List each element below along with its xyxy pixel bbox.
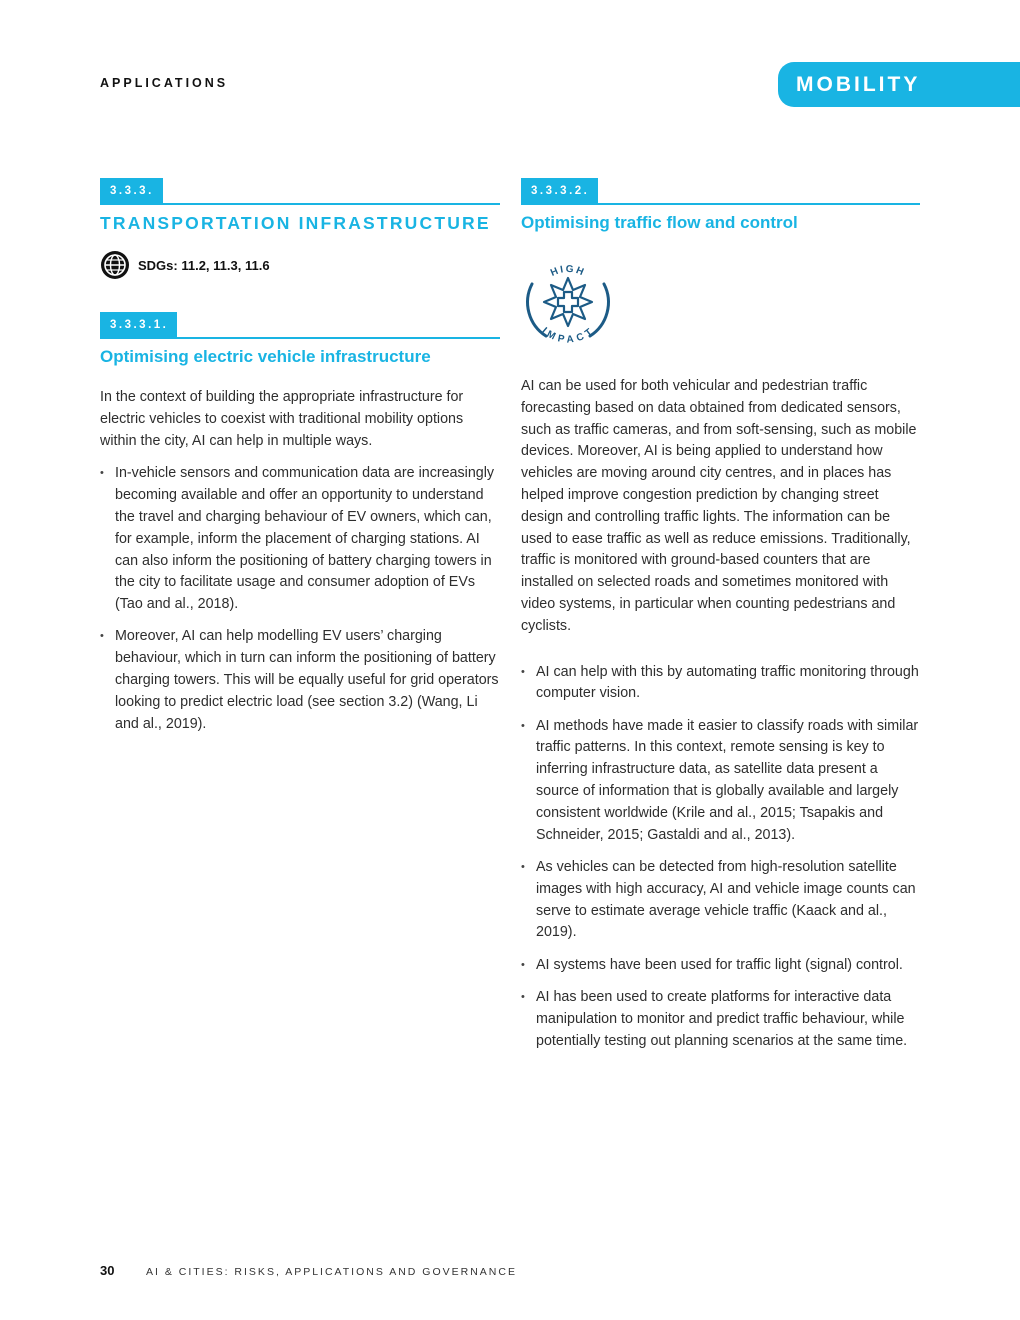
subsection-rule bbox=[100, 337, 500, 339]
section-rule bbox=[100, 203, 500, 205]
right-intro: AI can be used for both vehicular and pedestrian traffic forecasting based on data obtained from dedicated sensors, such as traffic cameras, and from soft-sensing, such as mobile devices. Moreover, AI is being applied to understand how vehicles are moving around city centres, and in places has helped improve congestion prediction by changing street design and controlling traffic lights. The information can be used to ease traffic as well as reduce emissions. Traditionally, traffic is monitored with ground-based counters that are installed on selected roads and sometimes monitored with video systems, in particular when counting pedestrians and cyclists. bbox=[521, 378, 917, 634]
globe-icon bbox=[100, 250, 130, 280]
section-number: 3.3.3. bbox=[100, 178, 163, 203]
section-tab: MOBILITY bbox=[778, 62, 1020, 107]
left-body bbox=[100, 387, 500, 746]
running-head: APPLICATIONS bbox=[100, 76, 229, 90]
right-bullet-list bbox=[521, 662, 920, 1053]
page-number: 30 bbox=[100, 1263, 115, 1278]
list-item: • AI methods have made it easier to classify roads with similar traffic patterns. In this context, remote sensing is key to inferring infrastructure data, as satellite data present a source of information that is globally available and largely consistent worldwide (Krile and al., 2015; Tsapakis and Schneider, 2015; Gastaldi and al., 2013). bbox=[521, 716, 920, 847]
subsection-title: Optimising electric vehicle infrastructure bbox=[100, 347, 431, 366]
subsection-rule bbox=[521, 203, 920, 205]
sdg-row bbox=[100, 250, 270, 280]
badge-top-text: HIGH bbox=[549, 263, 587, 279]
right-body bbox=[521, 376, 920, 1063]
burst-icon bbox=[544, 278, 592, 326]
footer bbox=[100, 1263, 517, 1278]
subsection-header-right bbox=[521, 178, 920, 233]
subsection-number: 3.3.3.2. bbox=[521, 178, 598, 203]
subsection-title: Optimising traffic flow and control bbox=[521, 213, 798, 232]
section-title: TRANSPORTATION INFRASTRUCTURE bbox=[100, 213, 491, 233]
high-impact-badge bbox=[522, 256, 614, 348]
subsection-header-left bbox=[100, 312, 500, 367]
list-item: • AI systems have been used for traffic light (signal) control. bbox=[521, 955, 920, 977]
left-bullet-list bbox=[100, 463, 500, 735]
left-intro: In the context of building the appropriate infrastructure for electric vehicles to coexist with traditional mobility options within the city, AI can help in multiple ways. bbox=[100, 389, 464, 449]
section-header bbox=[100, 178, 500, 234]
list-item: • In-vehicle sensors and communication data are increasingly becoming available and offer an opportunity to understand the travel and charging behaviour of EV owners, which can, for example, inform the placement of charging stations. AI can also inform the positioning of battery charging towers in the city to facilitate usage and consumer adoption of EVs (Tao and al., 2018). bbox=[100, 463, 500, 616]
list-item: • AI can help with this by automating traffic monitoring through computer vision. bbox=[521, 662, 920, 706]
plus-icon bbox=[558, 292, 578, 312]
badge-bottom-text: IMPACT bbox=[539, 325, 597, 346]
list-item: • Moreover, AI can help modelling EV users’ charging behaviour, which in turn can inform the positioning of battery charging towers. This will be equally useful for grid operators looking to predict electric load (see section 3.2) (Wang, Li and al., 2019). bbox=[100, 626, 500, 735]
list-item: • AI has been used to create platforms for interactive data manipulation to monitor and predict traffic behaviour, while potentially testing out planning scenarios at the same time. bbox=[521, 987, 920, 1052]
list-item: • As vehicles can be detected from high-resolution satellite images with high accuracy, AI and vehicle image counts can serve to estimate average vehicle traffic (Kaack and al., 2019). bbox=[521, 857, 920, 944]
sdg-label: SDGs: 11.2, 11.3, 11.6 bbox=[138, 257, 270, 273]
footer-title: AI & CITIES: RISKS, APPLICATIONS AND GOVERNANCE bbox=[146, 1266, 517, 1278]
subsection-number: 3.3.3.1. bbox=[100, 312, 177, 337]
